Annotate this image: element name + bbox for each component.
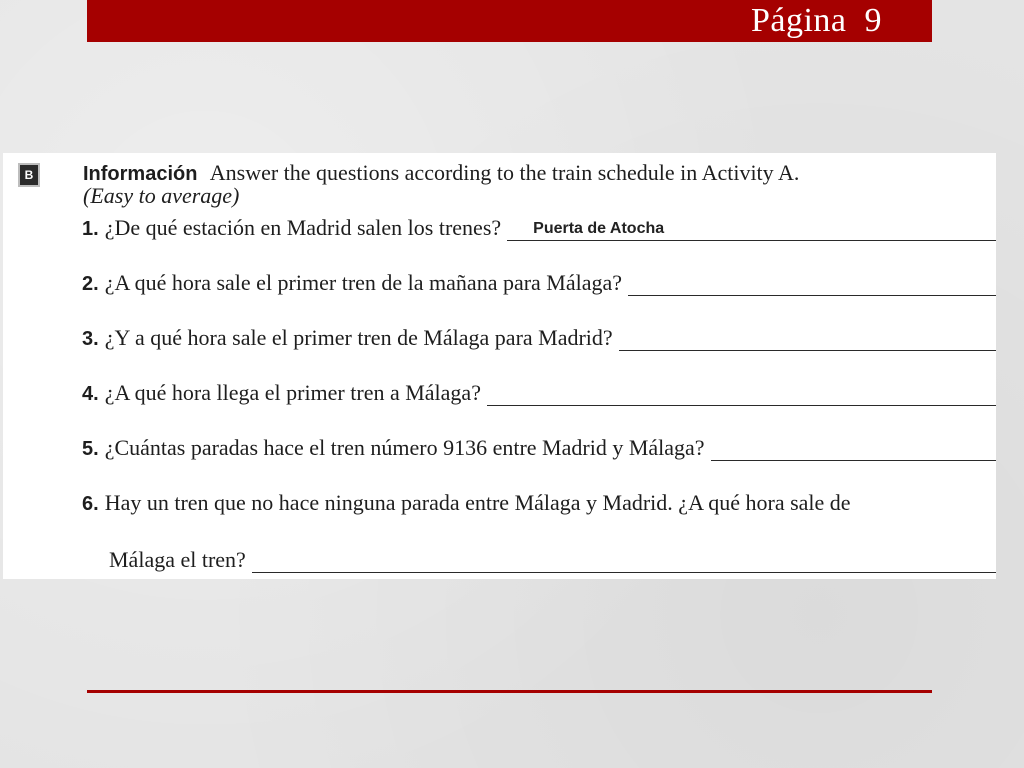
question-number: 3.: [82, 328, 99, 350]
section-badge: B: [18, 163, 40, 187]
question-6-continuation: [109, 547, 996, 573]
question-text: ¿De qué estación en Madrid salen los trenes?: [104, 215, 502, 240]
question-number: 2.: [82, 273, 99, 295]
answer-blank-1[interactable]: [507, 220, 996, 241]
answer-blank-2[interactable]: [628, 275, 996, 296]
question-number: 6.: [82, 493, 99, 515]
question-1: [82, 215, 996, 241]
difficulty-label: (Easy to average): [83, 183, 240, 208]
answer-blank-4[interactable]: [487, 385, 996, 406]
answer-blank-5[interactable]: [711, 440, 996, 461]
question-5: [82, 435, 996, 461]
question-2: [82, 270, 996, 296]
question-3: [82, 325, 996, 351]
section-heading: Información: [83, 163, 198, 185]
answer-blank-3[interactable]: [619, 330, 996, 351]
question-4: [82, 380, 996, 406]
question-text: Hay un tren que no hace ninguna parada entre Málaga y Madrid. ¿A qué hora sale de: [104, 490, 851, 515]
question-text: ¿Cuántas paradas hace el tren número 9136 entre Madrid y Málaga?: [104, 435, 705, 460]
question-text: ¿A qué hora llega el primer tren a Málaga?: [104, 380, 481, 405]
footer-divider: [87, 690, 932, 693]
answer-blank-6[interactable]: [252, 552, 996, 573]
question-number: 4.: [82, 383, 99, 405]
page-title: Página 9: [750, 2, 882, 39]
worksheet: [3, 153, 996, 579]
question-text: ¿A qué hora sale el primer tren de la mañana para Málaga?: [104, 270, 623, 295]
header-bar: [87, 0, 932, 42]
instruction-text: Answer the questions according to the train schedule in Activity A.: [209, 160, 800, 185]
question-text: ¿Y a qué hora sale el primer tren de Málaga para Madrid?: [104, 325, 613, 350]
question-number: 5.: [82, 438, 99, 460]
answer-text-1: Puerta de Atocha: [533, 220, 665, 237]
question-text: Málaga el tren?: [109, 547, 246, 572]
question-number: 1.: [82, 218, 99, 240]
question-6: [82, 490, 996, 516]
